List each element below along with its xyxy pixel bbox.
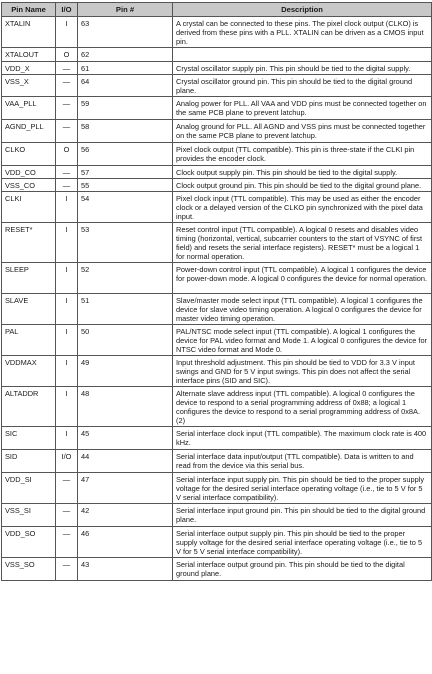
pin-number-cell: 49 (78, 356, 173, 387)
pin-table (1, 2, 432, 581)
table-row (2, 179, 432, 192)
table-row (2, 450, 432, 473)
io-cell: I (56, 223, 78, 263)
description-cell (173, 48, 432, 62)
table-row (2, 387, 432, 427)
pin-number-cell: 63 (78, 17, 173, 48)
pin-name-cell: RESET* (2, 223, 56, 263)
description-cell: Serial interface clock input (TTL compatible). The maximum clock rate is 400 kHz. (173, 427, 432, 450)
pin-number-cell: 55 (78, 179, 173, 192)
io-cell: I (56, 192, 78, 223)
header-pin-name: Pin Name (2, 3, 56, 17)
pin-number-cell: 50 (78, 325, 173, 356)
table-row (2, 527, 432, 558)
pin-number-cell: 59 (78, 97, 173, 120)
io-cell: I (56, 427, 78, 450)
description-cell: Clock output ground pin. This pin should be tied to the digital ground plane. (173, 179, 432, 192)
pin-name-cell: CLKI (2, 192, 56, 223)
table-row (2, 75, 432, 97)
pin-number-cell: 62 (78, 48, 173, 62)
pin-number-cell: 57 (78, 166, 173, 179)
description-cell: Serial interface output ground pin. This pin should be tied to the digital ground plane. (173, 558, 432, 581)
pin-name-cell: VDD_X (2, 62, 56, 75)
pin-number-cell: 56 (78, 143, 173, 166)
pin-name-cell: PAL (2, 325, 56, 356)
io-cell: I (56, 325, 78, 356)
table-row (2, 558, 432, 581)
io-cell: — (56, 558, 78, 581)
pin-name-cell: XTALIN (2, 17, 56, 48)
pin-number-cell: 46 (78, 527, 173, 558)
io-cell: — (56, 75, 78, 97)
description-cell: Pixel clock output (TTL compatible). This pin is three-state if the CLKI pin provides the encoder clock. (173, 143, 432, 166)
description-cell: Serial interface output supply pin. This pin should be tied to the proper supply voltage for the desired serial interface operating voltage (i.e., tie to 5 V for 5 V serial interface compatibility). (173, 527, 432, 558)
pin-description-document (1, 2, 431, 581)
io-cell: — (56, 504, 78, 527)
pin-number-cell: 44 (78, 450, 173, 473)
pin-name-cell: SIC (2, 427, 56, 450)
description-cell: Clock output supply pin. This pin should be tied to the digital supply. (173, 166, 432, 179)
description-cell: Alternate slave address input (TTL compatible). A logical 0 configures the device to respond to a serial programming address of 0x88; a logical 1 configures the device to respond to a serial programming address of 0x8A.(2) (173, 387, 432, 427)
io-cell: O (56, 48, 78, 62)
io-cell: I (56, 294, 78, 325)
pin-name-cell: XTALOUT (2, 48, 56, 62)
table-row (2, 473, 432, 504)
pin-number-cell: 58 (78, 120, 173, 143)
description-cell: Crystal oscillator ground pin. This pin should be tied to the digital ground plane. (173, 75, 432, 97)
io-cell: — (56, 97, 78, 120)
description-cell: Analog power for PLL. All VAA and VDD pins must be connected together on the same PCB plane to prevent latchup. (173, 97, 432, 120)
description-cell: Pixel clock input (TTL compatible). This may be used as either the encoder clock or a delayed version of the CLKO pin synchronized with the pixel data input. (173, 192, 432, 223)
pin-name-cell: CLKO (2, 143, 56, 166)
table-row (2, 120, 432, 143)
io-cell: — (56, 166, 78, 179)
description-cell: Power-down control input (TTL compatible). A logical 1 configures the device for power-down mode. A logical 0 configures the device for normal operation. (173, 263, 432, 294)
pin-number-cell: 48 (78, 387, 173, 427)
description-cell: Serial interface data input/output (TTL compatible). Data is written to and read from the device via this serial bus. (173, 450, 432, 473)
pin-name-cell: VSS_CO (2, 179, 56, 192)
io-cell: — (56, 527, 78, 558)
io-cell: — (56, 62, 78, 75)
io-cell: — (56, 473, 78, 504)
description-cell: Analog ground for PLL. All AGND and VSS pins must be connected together on the same PCB plane to prevent latchup. (173, 120, 432, 143)
table-row (2, 223, 432, 263)
pin-name-cell: VSS_SI (2, 504, 56, 527)
table-row (2, 294, 432, 325)
pin-name-cell: VDDMAX (2, 356, 56, 387)
table-row (2, 48, 432, 62)
pin-number-cell: 61 (78, 62, 173, 75)
table-row (2, 62, 432, 75)
table-row (2, 504, 432, 527)
table-row (2, 263, 432, 294)
io-cell: — (56, 120, 78, 143)
table-row (2, 97, 432, 120)
pin-name-cell: VDD_CO (2, 166, 56, 179)
pin-number-cell: 64 (78, 75, 173, 97)
header-pin-number: Pin # (78, 3, 173, 17)
description-cell: Input threshold adjustment. This pin should be tied to VDD for 3.3 V input swings and GND for 5 V input swings. This pin does not affect the serial interface pins (SID and SIC). (173, 356, 432, 387)
table-row (2, 17, 432, 48)
header-description: Description (173, 3, 432, 17)
pin-name-cell: SID (2, 450, 56, 473)
table-row (2, 192, 432, 223)
pin-name-cell: SLAVE (2, 294, 56, 325)
io-cell: I (56, 263, 78, 294)
description-cell: Serial interface input supply pin. This pin should be tied to the proper supply voltage for the desired serial interface operating voltage (i.e., tie to 5 V for 5 V serial interface compatibility). (173, 473, 432, 504)
pin-number-cell: 52 (78, 263, 173, 294)
table-row (2, 356, 432, 387)
pin-name-cell: AGND_PLL (2, 120, 56, 143)
io-cell: I (56, 356, 78, 387)
io-cell: I (56, 17, 78, 48)
pin-name-cell: SLEEP (2, 263, 56, 294)
io-cell: O (56, 143, 78, 166)
pin-number-cell: 53 (78, 223, 173, 263)
pin-number-cell: 54 (78, 192, 173, 223)
header-row (2, 3, 432, 17)
pin-name-cell: VAA_PLL (2, 97, 56, 120)
pin-number-cell: 42 (78, 504, 173, 527)
pin-number-cell: 51 (78, 294, 173, 325)
description-cell: A crystal can be connected to these pins. The pixel clock output (CLKO) is derived from these pins with a PLL. XTALIN can be driven as a CMOS input pin. (173, 17, 432, 48)
description-cell: Reset control input (TTL compatible). A logical 0 resets and disables video timing (horizontal, vertical, subcarrier counters to the start of VSYNC of first field) and resets the serial interface registers). RESET* must be a logical 1 for normal operation. (173, 223, 432, 263)
io-cell: I (56, 387, 78, 427)
pin-number-cell: 43 (78, 558, 173, 581)
table-row (2, 143, 432, 166)
description-cell: PAL/NTSC mode select input (TTL compatible). A logical 1 configures the device for PAL video format and Mode 1. A logical 0 configures the device for NTSC video format and Mode 0. (173, 325, 432, 356)
pin-number-cell: 45 (78, 427, 173, 450)
table-row (2, 427, 432, 450)
table-row (2, 166, 432, 179)
pin-name-cell: VSS_X (2, 75, 56, 97)
pin-name-cell: VSS_SO (2, 558, 56, 581)
description-cell: Crystal oscillator supply pin. This pin should be tied to the digital supply. (173, 62, 432, 75)
header-io: I/O (56, 3, 78, 17)
pin-name-cell: ALTADDR (2, 387, 56, 427)
io-cell: I/O (56, 450, 78, 473)
pin-number-cell: 47 (78, 473, 173, 504)
description-cell: Serial interface input ground pin. This pin should be tied to the digital ground plane. (173, 504, 432, 527)
description-cell: Slave/master mode select input (TTL compatible). A logical 1 configures the device for slave video timing operation. A logical 0 configures the device for master video timing operation. (173, 294, 432, 325)
io-cell: — (56, 179, 78, 192)
pin-name-cell: VDD_SO (2, 527, 56, 558)
table-row (2, 325, 432, 356)
pin-name-cell: VDD_SI (2, 473, 56, 504)
